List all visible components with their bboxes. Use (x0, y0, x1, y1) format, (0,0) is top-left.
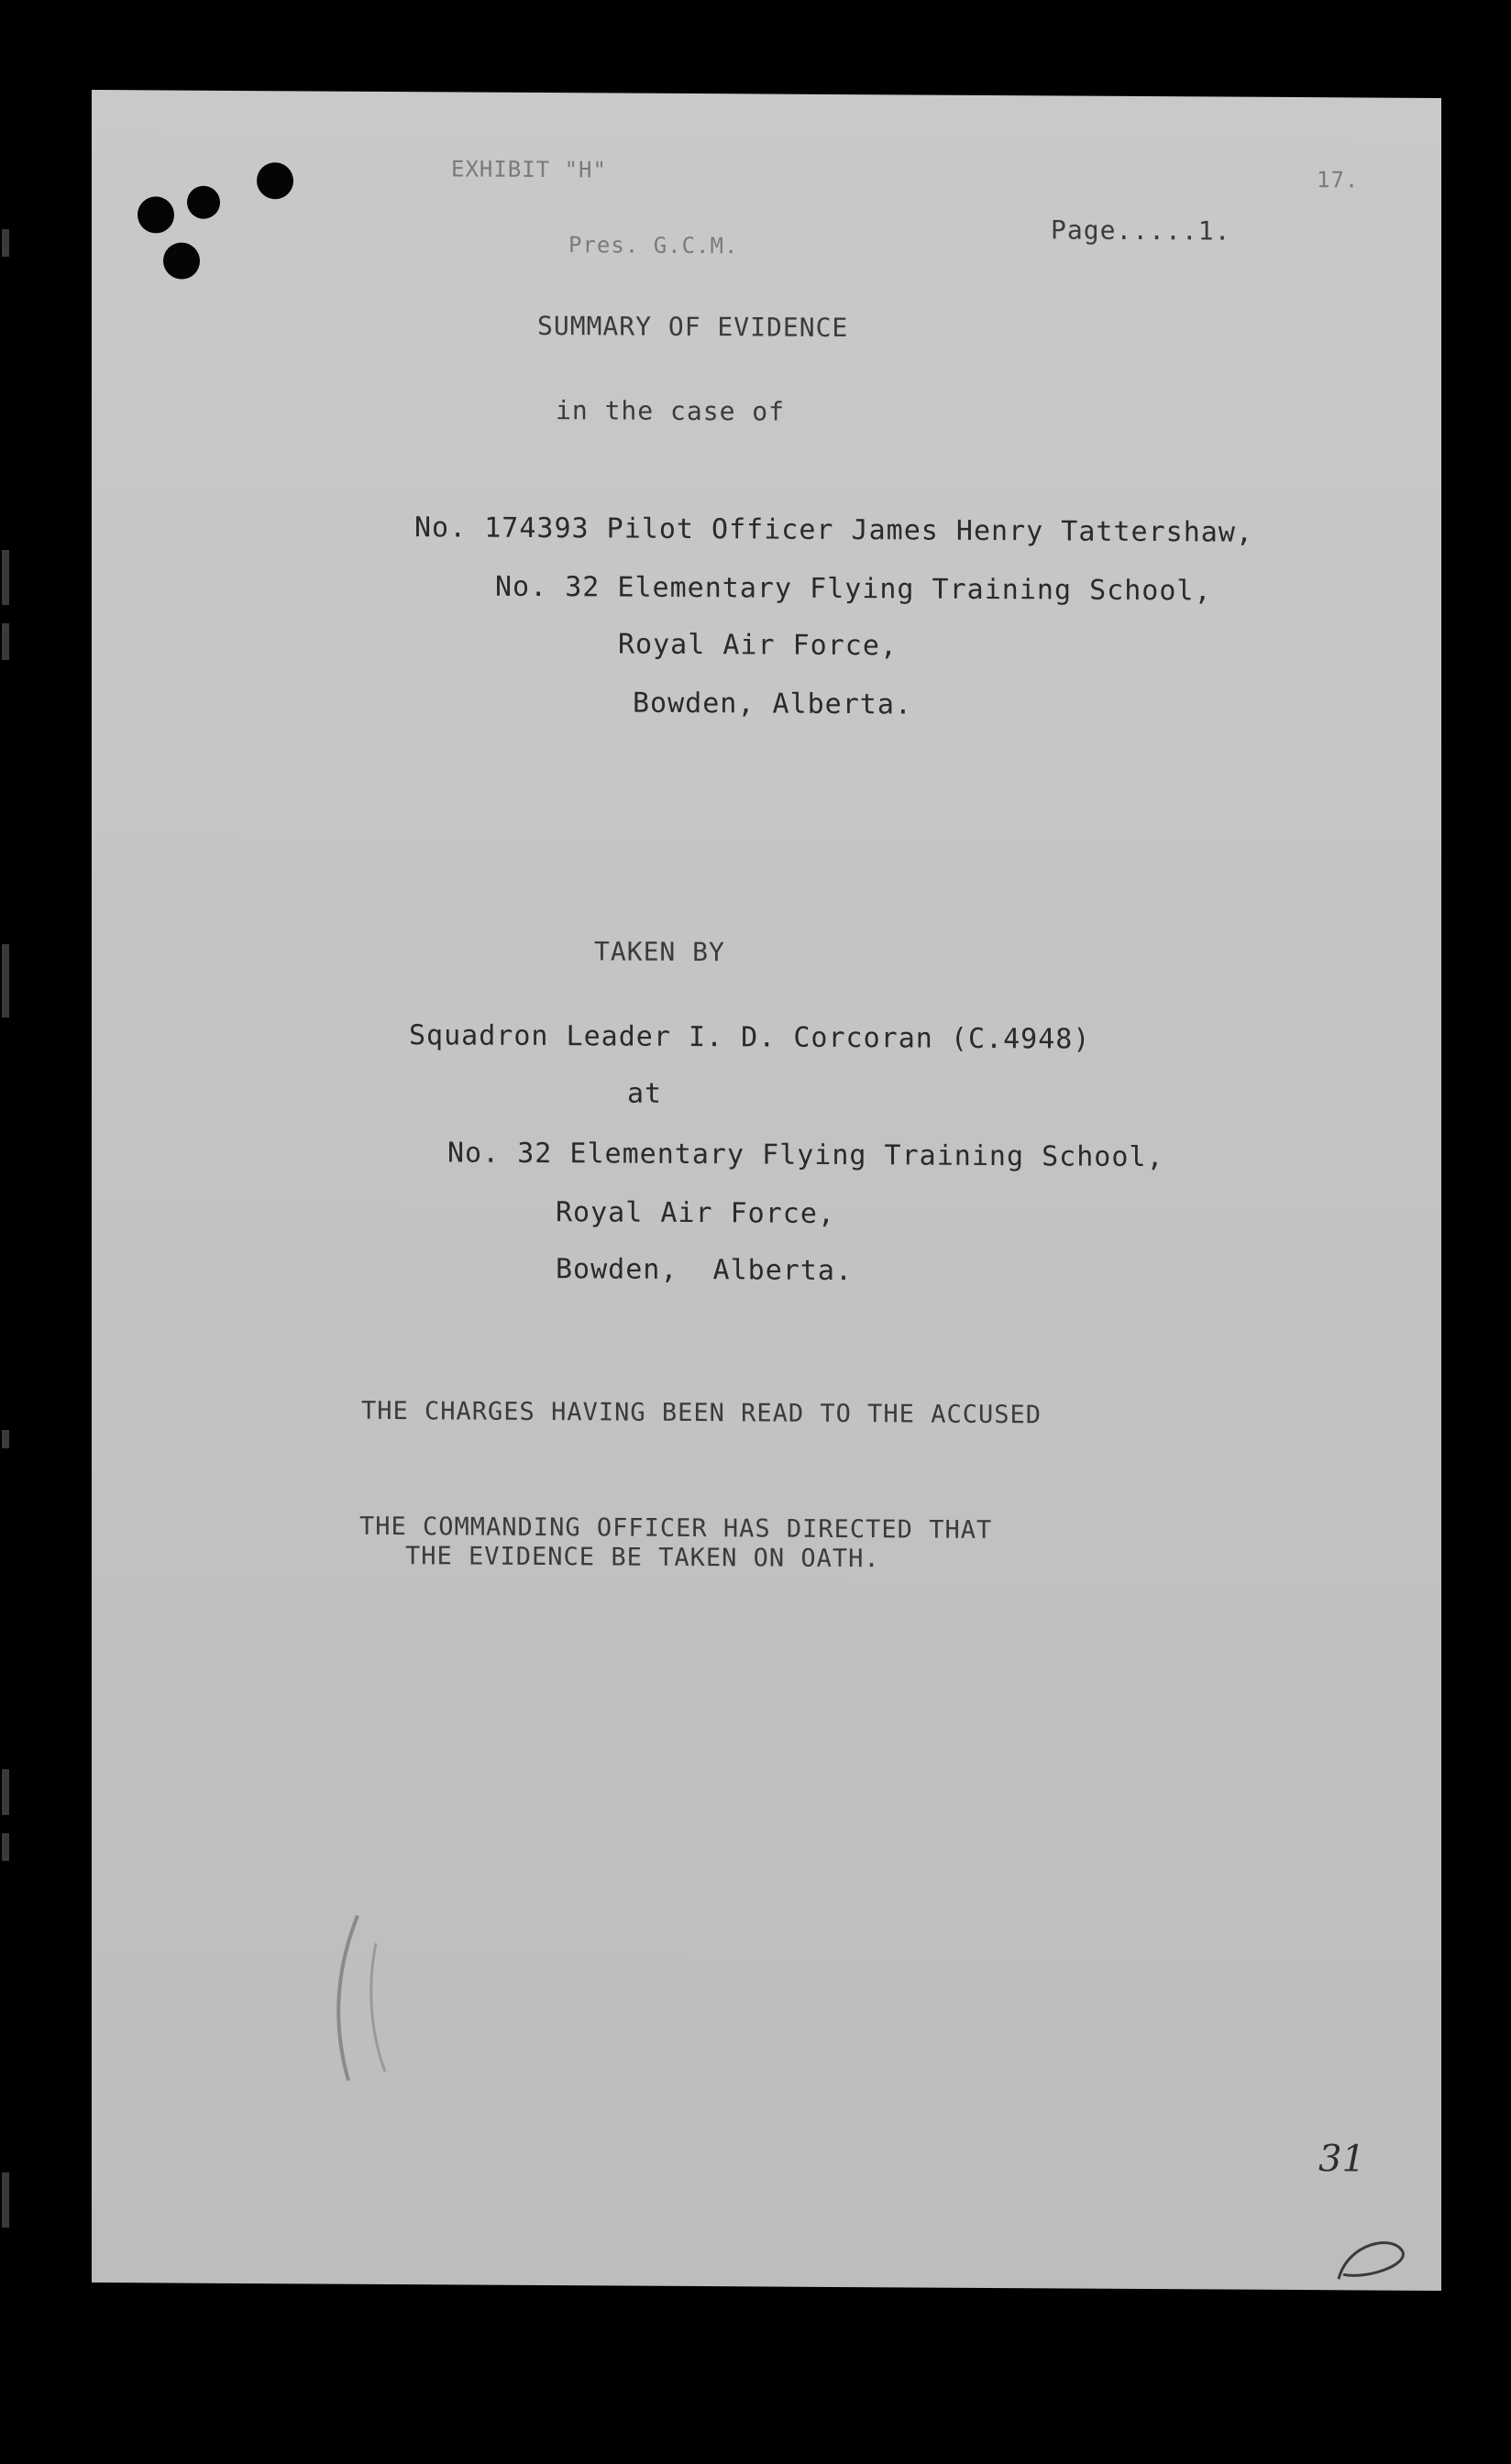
corner-scribble (1329, 2233, 1412, 2289)
punch-hole-4 (163, 242, 200, 279)
location-line-3: Bowden, Alberta. (556, 1253, 854, 1288)
punch-hole-2 (187, 186, 220, 219)
handwritten-page-number: 31 (1318, 2138, 1365, 2181)
officer-name: Squadron Leader I. D. Corcoran (C.4948) (409, 1019, 1091, 1056)
punch-hole-1 (138, 196, 174, 233)
oath-statement-line-1: THE COMMANDING OFFICER HAS DIRECTED THAT (359, 1512, 993, 1546)
page-label: Page.....1. (1051, 214, 1231, 247)
accused-line-4: Bowden, Alberta. (633, 687, 912, 721)
page-title: SUMMARY OF EVIDENCE (537, 310, 849, 344)
at-label: at (627, 1077, 663, 1110)
location-line-1: No. 32 Elementary Flying Training School, (447, 1137, 1164, 1174)
in-case-of: in the case of (556, 395, 786, 427)
folio-number: 17. (1317, 167, 1360, 193)
film-edge-marks (0, 0, 11, 2464)
punch-hole-3 (257, 162, 293, 199)
location-line-2: Royal Air Force, (556, 1196, 835, 1230)
exhibit-label: EXHIBIT "H" (451, 156, 607, 183)
oath-statement-line-2: THE EVIDENCE BE TAKEN ON OATH. (405, 1542, 880, 1574)
pres-label: Pres. G.C.M. (568, 232, 739, 259)
accused-line-3: Royal Air Force, (618, 628, 898, 663)
accused-line-2: No. 32 Elementary Flying Training School, (495, 570, 1212, 608)
document-page (92, 90, 1441, 2291)
charges-statement: THE CHARGES HAVING BEEN READ TO THE ACCUSED (361, 1396, 1042, 1430)
accused-line-1: No. 174393 Pilot Officer James Henry Tattershaw, (414, 512, 1253, 549)
pencil-mark (321, 1907, 422, 2091)
taken-by-label: TAKEN BY (594, 936, 725, 968)
